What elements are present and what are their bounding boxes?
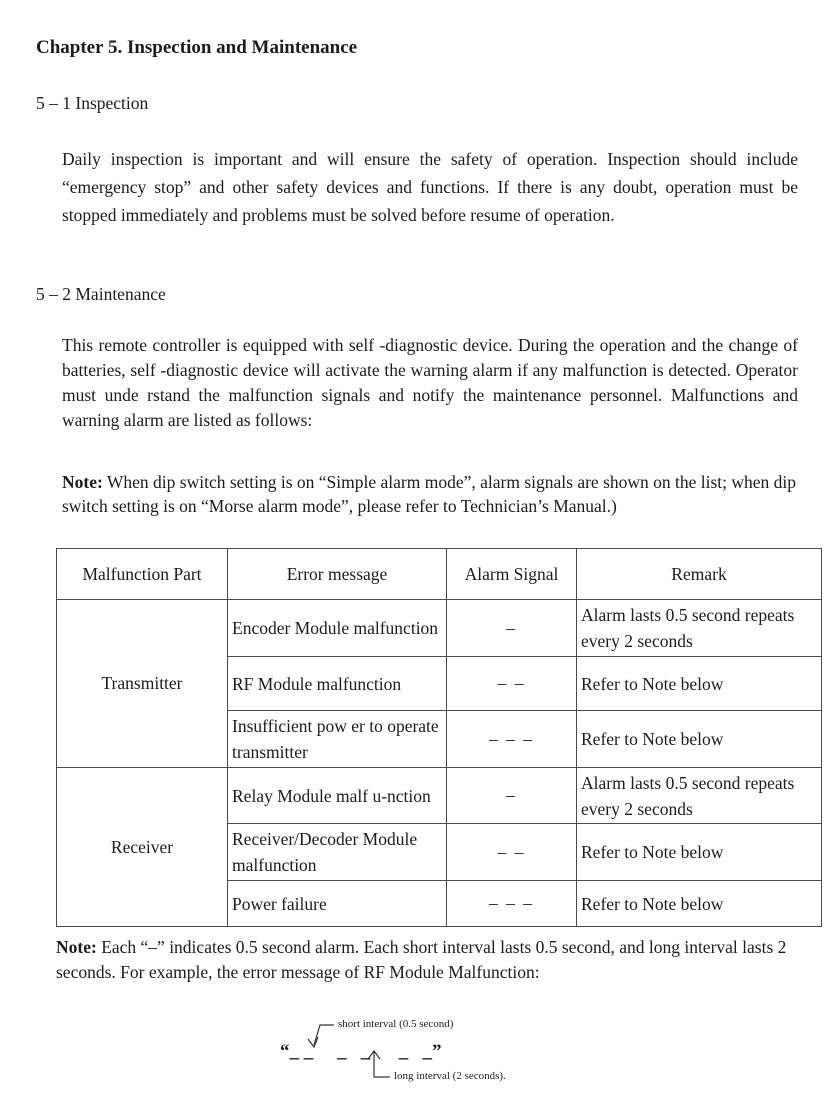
signal-cell: –	[447, 600, 577, 657]
part-cell-transmitter: Transmitter	[57, 600, 228, 768]
signal-cell: – – –	[447, 711, 577, 768]
remark-cell: Refer to Note below	[577, 824, 822, 881]
table-row	[57, 600, 822, 657]
note-label: Note:	[62, 472, 103, 492]
error-cell: Power failure	[228, 881, 447, 927]
note-text: When dip switch setting is on “Simple alarm mode”, alarm signals are shown on the list; when dip switch setting is on “Morse alarm mode”, please refer to Technician’s Manual.)	[62, 472, 797, 516]
chapter-title: Chapter 5. Inspection and Maintenance	[36, 37, 358, 58]
long-interval-label: long interval (2 seconds).	[394, 1070, 506, 1082]
footnote-text: Each “–” indicates 0.5 second alarm. Each short interval lasts 0.5 second, and long interval lasts 2 seconds. For example, the error message of RF Module Malfunction:	[56, 937, 787, 982]
header-remark: Remark	[577, 549, 822, 600]
footnote-label: Note:	[56, 937, 97, 957]
error-cell: Relay Module malf u-nction	[228, 768, 447, 824]
table-header-row	[57, 549, 822, 600]
section-heading-maintenance: 5 – 2 Maintenance	[36, 284, 166, 304]
remark-cell: Alarm lasts 0.5 second repeats every 2 seconds	[577, 600, 822, 657]
short-interval-label: short interval (0.5 second)	[338, 1018, 454, 1030]
signal-cell: – –	[447, 657, 577, 711]
error-cell: RF Module malfunction	[228, 657, 447, 711]
footnote	[56, 935, 822, 985]
remark-cell: Refer to Note below	[577, 657, 822, 711]
remark-cell: Refer to Note below	[577, 711, 822, 768]
error-cell: Encoder Module malfunction	[228, 600, 447, 657]
remark-cell: Refer to Note below	[577, 881, 822, 927]
malfunction-table	[56, 548, 822, 927]
error-cell: Receiver/Decoder Module malfunction	[228, 824, 447, 881]
header-error-message: Error message	[228, 549, 447, 600]
table-row	[57, 768, 822, 824]
header-alarm-signal: Alarm Signal	[447, 549, 577, 600]
section-heading-inspection: 5 – 1 Inspection	[36, 93, 149, 113]
signal-pattern: “_ _ _ _ _ _”	[280, 1041, 442, 1062]
part-cell-receiver: Receiver	[57, 768, 228, 927]
signal-cell: – –	[447, 824, 577, 881]
inspection-paragraph: Daily inspection is important and will ensure the safety of operation. Inspection should include “emergency stop” and other safety devices and functions. If there is any doubt, operation must be stopped immediately and problems must be solved before resume of operation.	[62, 149, 798, 225]
signal-cell: – – –	[447, 881, 577, 927]
signal-cell: –	[447, 768, 577, 824]
header-malfunction-part: Malfunction Part	[57, 549, 228, 600]
remark-cell: Alarm lasts 0.5 second repeats every 2 seconds	[577, 768, 822, 824]
interval-diagram	[270, 1015, 590, 1095]
maintenance-paragraph: This remote controller is equipped with self -diagnostic device. During the operation and the change of batteries, self -diagnostic device will activate the warning alarm if any malfunction is detected. Operator must unde rstand the malfunction signals and notify the maintenance personnel. Malfunctions and warning alarm are listed as follows:	[62, 335, 798, 430]
error-cell: Insufficient pow er to operate transmitter	[228, 711, 447, 768]
maintenance-note	[62, 470, 822, 518]
